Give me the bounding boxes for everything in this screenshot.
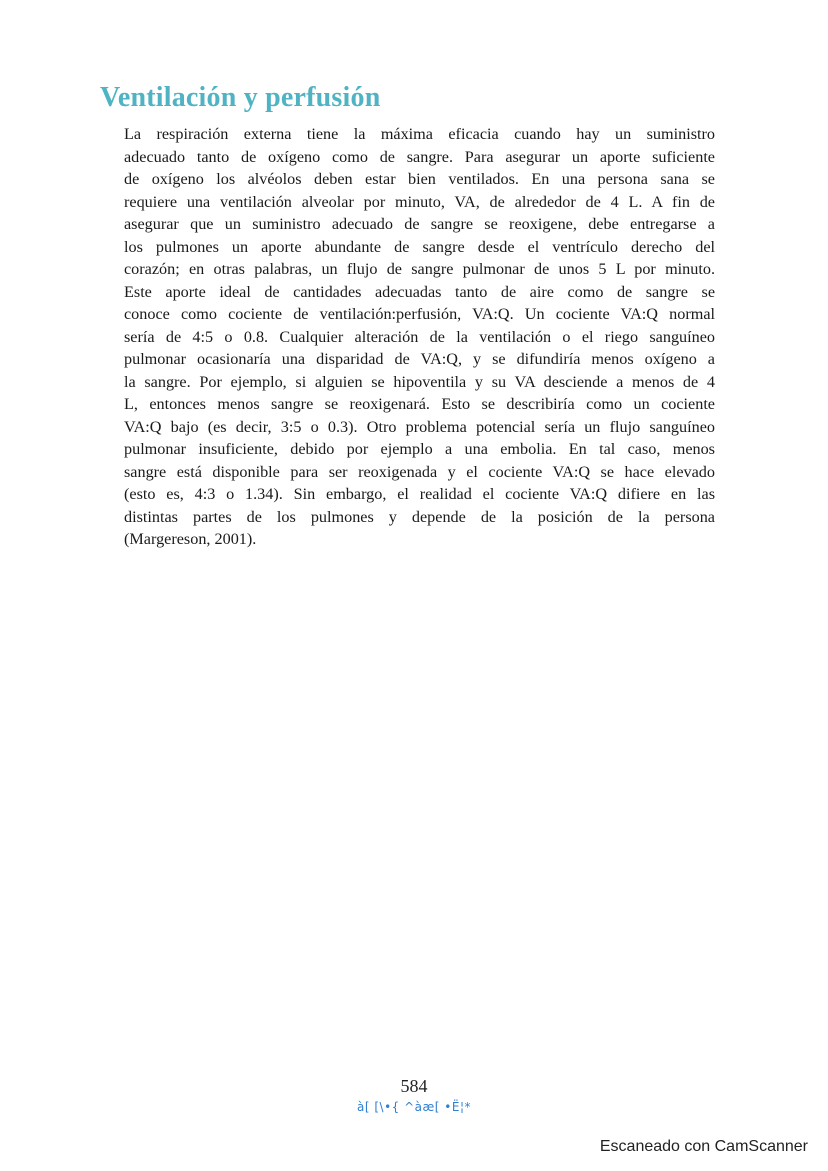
camscanner-watermark: Escaneado con CamScanner [599, 1138, 808, 1155]
text-line: La respiración externa tiene la máxima eficacia cuando hay un suministro [124, 125, 715, 143]
body-paragraph [124, 123, 715, 551]
page-number: 584 [400, 1076, 428, 1096]
section-title: Ventilación y perfusión [100, 82, 381, 113]
text-line: pulmonar ocasionaría una disparidad de VA:Q, y se difundiría menos oxígeno a [124, 350, 715, 368]
text-line: sería de 4:5 o 0.8. Cualquier alteración de la ventilación o el riego sanguíneo [124, 327, 715, 346]
text-line: corazón; en otras palabras, un flujo de sangre pulmonar de unos 5 L por minuto. [124, 260, 715, 278]
footer-garbled-text: à[ [\•{ ^àæ[ •Ë¦* [357, 1100, 471, 1114]
text-line: asegurar que un suministro adecuado de sangre se reoxigene, debe entregarse a [124, 215, 715, 233]
text-line: distintas partes de los pulmones y depende de la posición de la persona [124, 507, 715, 526]
text-line: requiere una ventilación alveolar por minuto, VA, de alrededor de 4 L. A fin de [124, 192, 715, 211]
text-line: (Margereson, 2001). [124, 530, 257, 548]
text-line: de oxígeno los alvéolos deben estar bien ventilados. En una persona sana se [124, 170, 715, 188]
text-line: adecuado tanto de oxígeno como de sangre. Para asegurar un aporte suficiente [124, 147, 715, 166]
text-line: conoce como cociente de ventilación:perfusión, VA:Q. Un cociente VA:Q normal [124, 305, 715, 323]
text-line: Este aporte ideal de cantidades adecuadas tanto de aire como de sangre se [124, 282, 715, 301]
text-line: (esto es, 4:3 o 1.34). Sin embargo, el realidad el cociente VA:Q difiere en las [124, 485, 715, 503]
text-line: L, entonces menos sangre se reoxigenará. Esto se describiría como un cociente [124, 395, 715, 413]
text-line: VA:Q bajo (es decir, 3:5 o 0.3). Otro problema potencial sería un flujo sanguíneo [124, 417, 715, 436]
text-line: sangre está disponible para ser reoxigenada y el cociente VA:Q se hace elevado [124, 462, 715, 481]
text-line: pulmonar insuficiente, debido por ejemplo a una embolia. En tal caso, menos [124, 440, 715, 458]
text-line: la sangre. Por ejemplo, si alguien se hipoventila y su VA desciende a menos de 4 [124, 372, 715, 391]
text-line: los pulmones un aporte abundante de sangre desde el ventrículo derecho del [124, 237, 715, 256]
